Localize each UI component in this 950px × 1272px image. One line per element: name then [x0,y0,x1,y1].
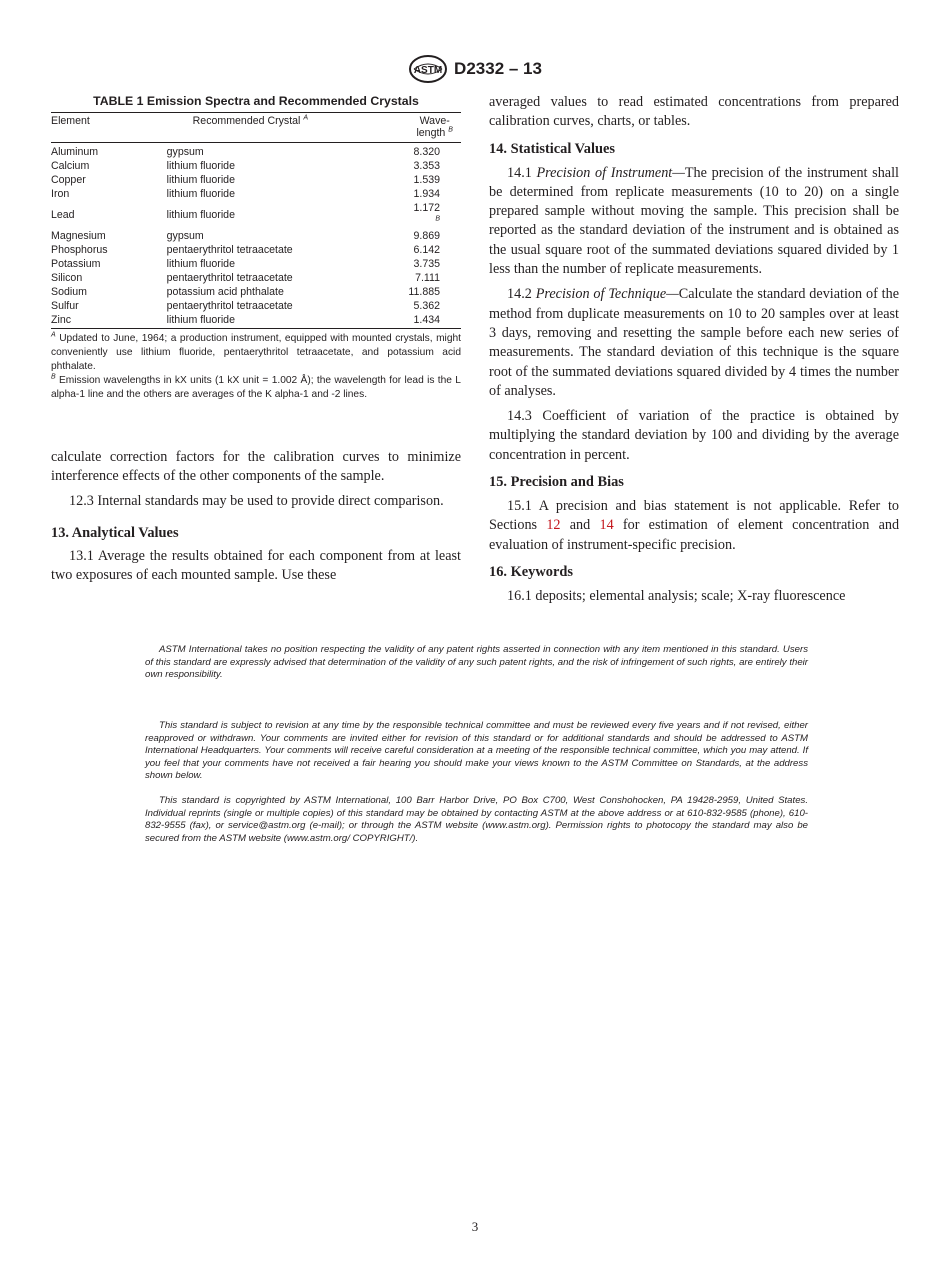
cell-wavelength: 1.434 [408,313,461,329]
paragraph-continued-left: calculate correction factors for the calibration curves to minimize interference effects of the other components of the sample. [51,449,461,485]
cell-wavelength: 6.142 [413,244,440,256]
table-row [51,173,461,187]
cell-wavelength: 11.885 [408,286,440,298]
cell-crystal: lithium fluoride [166,160,235,172]
paragraph-16-1: 16.1 deposits; elemental analysis; scale; X-ray fluorescence [507,587,846,604]
cell-crystal: potassium acid phthalate [166,286,284,298]
section-14-link[interactable]: 14 [599,517,614,534]
cell-wavelength: 5.362 [413,300,440,312]
paragraph-continued-right: averaged values to read estimated concentrations from prepared calibration curves, charts, or tables. [489,94,899,130]
right-column [489,92,899,606]
table-row [51,187,461,201]
cell-crystal: pentaerythritol tetraacetate [166,300,293,312]
page-number: 3 [471,1219,479,1234]
cell-crystal: lithium fluoride [166,174,235,186]
cell-wavelength: 1.934 [413,188,440,200]
table-row [51,313,461,329]
cell-crystal: lithium fluoride [167,313,409,329]
cell-element: Potassium [51,258,101,270]
logo-text: ASTM [413,65,443,76]
table-body [51,143,461,329]
legal-notice-copyright: This standard is copyrighted by ASTM International, 100 Barr Harbor Drive, PO Box C700, West Conshohocken, PA 19428-2959, United States. Individual reprints (single or multiple copies) of this standard may be obtained by contacting ASTM at the above address or at 610-832-9585 (phone), 610-832-9555 (fax), or service@astm.org (e-mail); or through the ASTM website (www.astm.org). Permission rights to photocopy the standard may also be secured from the ASTM website (www.astm.org/ COPYRIGHT/). [145,795,808,844]
cell-element: Magnesium [51,230,106,242]
paragraph-12-3: 12.3 Internal standards may be used to provide direct comparison. [69,492,444,509]
left-column [51,92,461,585]
section-14-heading: 14. Statistical Values [489,140,615,157]
table-row [51,299,461,313]
cell-element: Zinc [51,313,167,329]
table-title: TABLE 1 Emission Spectra and Recommended Crystals [93,94,419,108]
table-row [51,257,461,271]
table-row [51,201,461,229]
cell-crystal: gypsum [166,146,204,158]
table-row [51,143,461,160]
cell-wavelength: 3.353 [413,160,440,172]
section-12-link[interactable]: 12 [546,517,561,534]
emission-spectra-table [51,112,461,329]
cell-element: Sulfur [51,300,79,312]
table-row [51,243,461,257]
cell-crystal: pentaerythritol tetraacetate [166,272,293,284]
cell-element: Lead [51,209,75,221]
cell-element: Phosphorus [51,244,108,256]
header-wavelength: Wave- length $^B$ [408,113,461,143]
legal-notice-patent: ASTM International takes no position respecting the validity of any patent rights asserted in connection with any item mentioned in this standard. Users of this standard are expressly advised that determination of the validity of any such patent rights, and the risk of infringement of such rights, are entirely their own responsibility. [145,644,808,681]
section-15-heading: 15. Precision and Bias [489,474,624,491]
cell-wavelength: 8.320 [413,146,440,158]
cell-wavelength: 9.869 [413,230,440,242]
legal-notice-revision: This standard is subject to revision at any time by the responsible technical committee and must be reviewed every five years and if not revised, either reapproved or withdrawn. Your comments are invited either for revision of this standard or for additional standards and should be addressed to ASTM International Headquarters. Your comments will receive careful consideration at a meeting of the responsible technical committee, which you may attend. If you feel that your comments have not received a fair hearing you should make your views known to the ASTM Committee on Standards, at the address shown below. [145,720,808,782]
table-header-row [51,113,461,143]
cell-wavelength: 3.735 [413,258,440,270]
cell-element: Aluminum [51,146,99,158]
cell-crystal: lithium fluoride [166,188,235,200]
paragraph-14-3: 14.3 Coefficient of variation of the practice is obtained by multiplying the standard deviation by 100 and dividing by the average concentration in percent. [489,408,899,463]
table-footnotes [51,332,461,402]
section-13-heading: 13. Analytical Values [51,524,179,541]
cell-element: Calcium [51,160,90,172]
cell-element: Sodium [51,286,87,298]
cell-wavelength: 1.539 [413,174,440,186]
cell-crystal: gypsum [166,230,204,242]
section-16-heading: 16. Keywords [489,563,573,580]
footnote-b: $^B$ Emission wavelengths in kX units (1 kX unit = 1.002 Å); the wavelength for lead is the L alpha-1 line and the others are averages of the K alpha-1 and -2 lines. [51,373,461,400]
paragraph-14-2: 14.2 Precision of Technique—Calculate the standard deviation of the method from duplicate measurements on 10 to 20 samples over at least 3 days, removing and resetting the sample before each new series of measurements. The standard deviation of this technique is the square root of the summated deviations squared divided by 4 times the number of analyses. [489,286,899,399]
header-crystal: Recommended Crystal $^A$ [167,113,409,143]
footnote-a: $^A$ Updated to June, 1964; a production instrument, equipped with mounted crystals, might conveniently use lithium fluoride, pentaerythritol tetraacetate, and potassium acid phthalate. [51,331,461,372]
header-element: Element [51,113,167,143]
table-row [51,229,461,243]
cell-element: Iron [51,188,70,200]
table-row [51,159,461,173]
cell-crystal: pentaerythritol tetraacetate [166,244,293,256]
astm-logo-icon [408,54,448,84]
table-row [51,271,461,285]
cell-crystal: lithium fluoride [166,258,235,270]
table-row [51,285,461,299]
cell-element: Silicon [51,272,83,284]
page-header [0,54,950,84]
paragraph-13-1: 13.1 Average the results obtained for each component from at least two exposures of each mounted sample. Use these [51,547,461,584]
cell-crystal: lithium fluoride [166,209,235,221]
cell-wavelength: 7.111 [415,272,440,284]
cell-element: Copper [51,174,86,186]
paragraph-15-1: 15.1 A precision and bias statement is not applicable. Refer to Sections 12 and 14 for estimation of element concentration and evaluation of instrument-specific precision. [489,498,900,553]
paragraph-14-1: 14.1 Precision of Instrument—The precision of the instrument shall be determined from replicate measurements (10 to 20) on a single prepared sample without moving the sample. This precision shall be reported as the standard deviation of the instrument and is obtained as the usual square root of the summated deviations squared divided by 1 less than the number of replicate measurements. [489,164,899,278]
cell-wavelength: 1.172 $^B$ [413,202,440,223]
standard-designation: D2332 – 13 [454,59,542,78]
